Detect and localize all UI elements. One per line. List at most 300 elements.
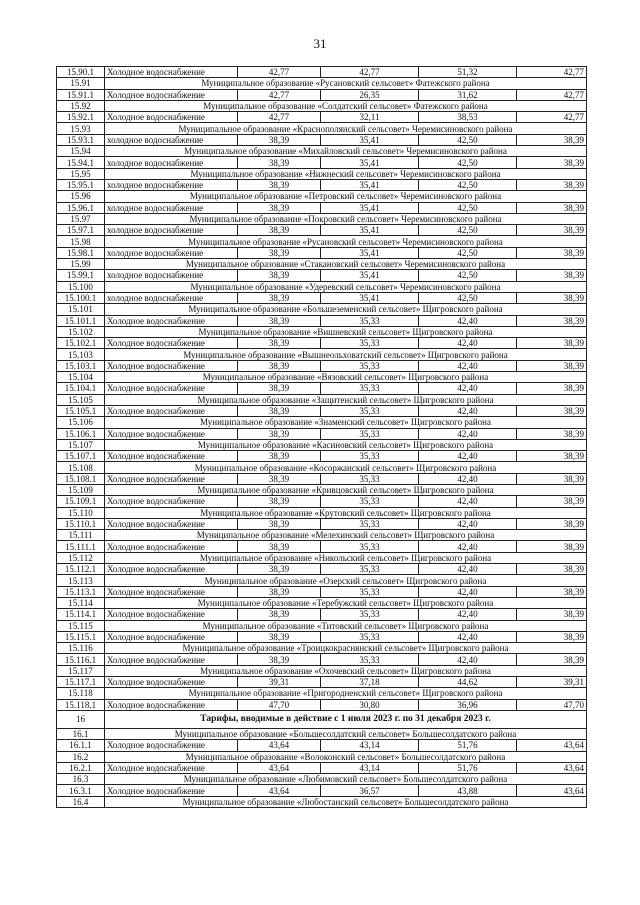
municipality-title: Муниципальное образование «Волоконский сельсовет» Большесолдатского района — [105, 751, 587, 762]
municipality-title: Муниципальное образование «Касиновский сельсовет» Щигровского района — [105, 439, 587, 450]
row-code: 15.95 — [57, 168, 105, 179]
municipality-title: Муниципальное образование «Знаменский сельсовет» Щигровского района — [105, 417, 587, 428]
municipality-header-row — [57, 123, 587, 134]
tariff-row — [57, 202, 587, 213]
page-number: 31 — [313, 36, 327, 51]
municipality-header-row — [57, 304, 587, 315]
municipality-title: Муниципальное образование «Мелехинский сельсовет» Щигровского района — [105, 530, 587, 541]
service-name: Холодное водоснабжение — [105, 338, 238, 349]
tariff-value: 42,40 — [419, 654, 517, 665]
row-code: 15.96.1 — [57, 202, 105, 213]
municipality-header-row — [57, 259, 587, 270]
tariff-value: 42,40 — [419, 586, 517, 597]
tariff-value: 38,39 — [238, 179, 321, 190]
tariff-value: 38,39 — [238, 134, 321, 145]
row-code: 15.117.1 — [57, 677, 105, 688]
row-code: 15.110 — [57, 507, 105, 518]
row-code: 15.107 — [57, 439, 105, 450]
tariff-row — [57, 428, 587, 439]
tariff-value: 43,64 — [238, 785, 321, 796]
tariff-value: 26,35 — [321, 89, 419, 100]
tariff-value: 35,41 — [321, 247, 419, 258]
municipality-title: Муниципальное образование «Большеземенский сельсовет» Щигровского района — [105, 304, 587, 315]
tariff-row — [57, 473, 587, 484]
row-code: 15.115 — [57, 620, 105, 631]
tariff-value: 42,77 — [517, 67, 587, 78]
municipality-header-row — [57, 236, 587, 247]
municipality-title: Муниципальное образование «Теребужский сельсовет» Щигровского района — [105, 597, 587, 608]
tariff-value: 38,39 — [238, 315, 321, 326]
row-code: 15.100 — [57, 281, 105, 292]
tariff-row — [57, 89, 587, 100]
tariff-value: 38,39 — [238, 518, 321, 529]
tariff-value: 38,39 — [517, 564, 587, 575]
tariff-value: 38,39 — [517, 179, 587, 190]
row-code: 15.106 — [57, 417, 105, 428]
tariff-value: 38,39 — [238, 292, 321, 303]
row-code: 15.93 — [57, 123, 105, 134]
tariff-row — [57, 518, 587, 529]
municipality-title: Муниципальное образование «Русановский сельсовет» Фатежского района — [105, 78, 587, 89]
row-code: 15.116.1 — [57, 654, 105, 665]
row-code: 15.93.1 — [57, 134, 105, 145]
row-code: 15.90.1 — [57, 67, 105, 78]
service-name: Холодное водоснабжение — [105, 677, 238, 688]
row-code: 15.112.1 — [57, 564, 105, 575]
row-code: 15.95.1 — [57, 179, 105, 190]
tariff-value: 38,39 — [238, 473, 321, 484]
municipality-header-row — [57, 796, 587, 807]
tariff-value: 38,39 — [517, 383, 587, 394]
tariff-value: 32,11 — [321, 112, 419, 123]
tariff-value: 35,33 — [321, 541, 419, 552]
tariff-row — [57, 699, 587, 710]
municipality-header-row — [57, 530, 587, 541]
tariff-table-body — [57, 67, 587, 808]
tariff-row — [57, 270, 587, 281]
municipality-header-row — [57, 597, 587, 608]
tariff-value: 42,77 — [517, 112, 587, 123]
municipality-header-row — [57, 394, 587, 405]
row-code: 15.102.1 — [57, 338, 105, 349]
tariff-value: 35,33 — [321, 631, 419, 642]
municipality-header-row — [57, 78, 587, 89]
tariff-value: 35,33 — [321, 428, 419, 439]
row-code: 15.99 — [57, 259, 105, 270]
service-name: холодное водоснабжение — [105, 179, 238, 190]
tariff-row — [57, 360, 587, 371]
service-name: Холодное водоснабжение — [105, 631, 238, 642]
row-code: 15.104 — [57, 372, 105, 383]
service-name: Холодное водоснабжение — [105, 785, 238, 796]
tariff-value: 42,40 — [419, 338, 517, 349]
tariff-row — [57, 631, 587, 642]
tariff-row — [57, 134, 587, 145]
tariff-value: 42,40 — [419, 631, 517, 642]
tariff-value: 38,39 — [517, 586, 587, 597]
row-code: 15.111 — [57, 530, 105, 541]
row-code: 15.98.1 — [57, 247, 105, 258]
tariff-value: 43,64 — [517, 740, 587, 751]
tariff-value: 35,33 — [321, 518, 419, 529]
municipality-title: Муниципальное образование «Титовский сельсовет» Щигровского района — [105, 620, 587, 631]
tariff-row — [57, 762, 587, 773]
service-name: Холодное водоснабжение — [105, 654, 238, 665]
row-code: 15.98 — [57, 236, 105, 247]
service-name: Холодное водоснабжение — [105, 740, 238, 751]
municipality-title: Муниципальное образование «Краснополянский сельсовет» Черемисиновского района — [105, 123, 587, 134]
tariff-row — [57, 157, 587, 168]
row-code: 15.97 — [57, 213, 105, 224]
tariff-value: 42,40 — [419, 315, 517, 326]
tariff-table — [56, 66, 587, 808]
tariff-value: 38,39 — [238, 428, 321, 439]
tariff-row — [57, 383, 587, 394]
municipality-title: Муниципальное образование «Покровский сельсовет» Черемисиновского района — [105, 213, 587, 224]
tariff-value: 38,39 — [517, 134, 587, 145]
tariff-value: 35,41 — [321, 157, 419, 168]
municipality-title: Муниципальное образование «Крутовский сельсовет» Щигровского района — [105, 507, 587, 518]
tariff-value: 38,39 — [517, 496, 587, 507]
tariff-value: 42,50 — [419, 247, 517, 258]
tariff-value: 38,39 — [517, 202, 587, 213]
row-code: 16.2 — [57, 751, 105, 762]
tariff-row — [57, 654, 587, 665]
service-name: холодное водоснабжение — [105, 292, 238, 303]
tariff-value: 38,39 — [517, 315, 587, 326]
row-code: 15.104.1 — [57, 383, 105, 394]
tariff-value: 38,39 — [517, 247, 587, 258]
row-code: 15.115.1 — [57, 631, 105, 642]
municipality-header-row — [57, 146, 587, 157]
service-name: холодное водоснабжение — [105, 202, 238, 213]
municipality-title: Муниципальное образование «Удеревский сельсовет» Черемисиновского района — [105, 281, 587, 292]
municipality-header-row — [57, 728, 587, 739]
municipality-header-row — [57, 575, 587, 586]
tariff-row — [57, 405, 587, 416]
tariff-value: 42,77 — [238, 89, 321, 100]
municipality-title: Муниципальное образование «Солдатский сельсовет» Фатежского района — [105, 100, 587, 111]
row-code: 15.102 — [57, 326, 105, 337]
tariff-value: 35,41 — [321, 225, 419, 236]
tariff-row — [57, 609, 587, 620]
tariff-value: 35,33 — [321, 654, 419, 665]
service-name: Холодное водоснабжение — [105, 315, 238, 326]
tariff-value: 38,39 — [238, 360, 321, 371]
municipality-header-row — [57, 191, 587, 202]
row-code: 15.94 — [57, 146, 105, 157]
row-code: 15.110.1 — [57, 518, 105, 529]
row-code: 16.1 — [57, 728, 105, 739]
tariff-value: 37,18 — [321, 677, 419, 688]
municipality-title: Муниципальное образование «Вишневский сельсовет» Щигровского района — [105, 326, 587, 337]
municipality-title: Муниципальное образование «Петровский сельсовет» Черемисиновского района — [105, 191, 587, 202]
tariff-value: 38,39 — [238, 247, 321, 258]
municipality-title: Муниципальное образование «Русановский сельсовет» Черемисиновского района — [105, 236, 587, 247]
row-code: 15.106.1 — [57, 428, 105, 439]
tariff-value: 31,62 — [419, 89, 517, 100]
tariff-value: 38,39 — [517, 451, 587, 462]
section-header-row — [57, 710, 587, 728]
tariff-value: 38,39 — [238, 451, 321, 462]
tariff-value: 35,33 — [321, 315, 419, 326]
municipality-title: Муниципальное образование «Троицкокраснянский сельсовет» Щигровского района — [105, 643, 587, 654]
service-name: Холодное водоснабжение — [105, 699, 238, 710]
tariff-row — [57, 785, 587, 796]
tariff-value: 42,40 — [419, 496, 517, 507]
tariff-value: 42,77 — [238, 67, 321, 78]
tariff-value: 36,96 — [419, 699, 517, 710]
tariff-value: 42,50 — [419, 225, 517, 236]
municipality-header-row — [57, 643, 587, 654]
tariff-value: 38,39 — [517, 360, 587, 371]
tariff-value: 30,80 — [321, 699, 419, 710]
section-title: Тарифы, вводимые в действие с 1 июля 2023 г. по 31 декабря 2023 г. — [105, 710, 587, 728]
tariff-value: 38,39 — [517, 405, 587, 416]
tariff-value: 38,39 — [517, 631, 587, 642]
row-code: 15.105.1 — [57, 405, 105, 416]
row-code: 15.108 — [57, 462, 105, 473]
service-name: Холодное водоснабжение — [105, 586, 238, 597]
tariff-row — [57, 67, 587, 78]
municipality-header-row — [57, 372, 587, 383]
tariff-value: 38,39 — [238, 270, 321, 281]
row-code: 15.103 — [57, 349, 105, 360]
row-code: 15.91.1 — [57, 89, 105, 100]
service-name: Холодное водоснабжение — [105, 518, 238, 529]
tariff-value: 42,40 — [419, 451, 517, 462]
tariff-value: 38,39 — [517, 225, 587, 236]
tariff-row — [57, 225, 587, 236]
tariff-value: 38,39 — [517, 157, 587, 168]
tariff-value: 35,41 — [321, 179, 419, 190]
service-name: Холодное водоснабжение — [105, 89, 238, 100]
row-code: 15.92 — [57, 100, 105, 111]
tariff-value: 43,64 — [238, 740, 321, 751]
tariff-row — [57, 338, 587, 349]
row-code: 15.101 — [57, 304, 105, 315]
municipality-header-row — [57, 326, 587, 337]
municipality-header-row — [57, 417, 587, 428]
row-code: 15.105 — [57, 394, 105, 405]
tariff-value: 38,39 — [517, 609, 587, 620]
tariff-value: 43,88 — [419, 785, 517, 796]
service-name: холодное водоснабжение — [105, 134, 238, 145]
row-code: 15.111.1 — [57, 541, 105, 552]
row-code: 16.3.1 — [57, 785, 105, 796]
row-code: 15.91 — [57, 78, 105, 89]
tariff-value: 38,39 — [517, 270, 587, 281]
tariff-value: 35,41 — [321, 134, 419, 145]
municipality-title: Муниципальное образование «Михайловский сельсовет» Черемисиновского района — [105, 146, 587, 157]
row-code: 15.113 — [57, 575, 105, 586]
municipality-title: Муниципальное образование «Пригородненский сельсовет» Щигровского района — [105, 688, 587, 699]
tariff-value: 35,33 — [321, 586, 419, 597]
tariff-value: 38,39 — [517, 292, 587, 303]
row-code: 15.108.1 — [57, 473, 105, 484]
tariff-row — [57, 247, 587, 258]
municipality-title: Муниципальное образование «Кривцовский сельсовет» Щигровского района — [105, 484, 587, 495]
tariff-value: 38,39 — [238, 225, 321, 236]
service-name: Холодное водоснабжение — [105, 541, 238, 552]
row-code: 15.107.1 — [57, 451, 105, 462]
row-code: 15.103.1 — [57, 360, 105, 371]
row-code: 15.99.1 — [57, 270, 105, 281]
row-code: 15.100.1 — [57, 292, 105, 303]
tariff-value: 42,40 — [419, 564, 517, 575]
tariff-row — [57, 315, 587, 326]
tariff-value: 38,39 — [517, 654, 587, 665]
tariff-value: 42,40 — [419, 383, 517, 394]
tariff-value: 42,50 — [419, 157, 517, 168]
tariff-value: 38,39 — [238, 654, 321, 665]
row-code: 15.94.1 — [57, 157, 105, 168]
tariff-row — [57, 541, 587, 552]
tariff-value: 44,62 — [419, 677, 517, 688]
tariff-value: 35,33 — [321, 405, 419, 416]
row-code: 15.97.1 — [57, 225, 105, 236]
tariff-value: 42,40 — [419, 405, 517, 416]
tariff-value: 35,33 — [321, 473, 419, 484]
tariff-value: 35,33 — [321, 496, 419, 507]
tariff-row — [57, 112, 587, 123]
municipality-title: Муниципальное образование «Нижнеский сельсовет» Черемисиновского района — [105, 168, 587, 179]
service-name: Холодное водоснабжение — [105, 405, 238, 416]
municipality-header-row — [57, 552, 587, 563]
service-name: холодное водоснабжение — [105, 157, 238, 168]
tariff-value: 42,77 — [238, 112, 321, 123]
tariff-value: 51,76 — [419, 762, 517, 773]
tariff-value: 38,39 — [238, 631, 321, 642]
tariff-value: 42,40 — [419, 473, 517, 484]
service-name: Холодное водоснабжение — [105, 428, 238, 439]
municipality-header-row — [57, 751, 587, 762]
service-name: Холодное водоснабжение — [105, 67, 238, 78]
service-name: Холодное водоснабжение — [105, 609, 238, 620]
municipality-title: Муниципальное образование «Любостанский сельсовет» Большесолдатского района — [105, 796, 587, 807]
tariff-value: 42,50 — [419, 292, 517, 303]
tariff-value: 43,64 — [517, 762, 587, 773]
tariff-value: 42,40 — [419, 541, 517, 552]
municipality-header-row — [57, 281, 587, 292]
service-name: Холодное водоснабжение — [105, 451, 238, 462]
tariff-value: 47,70 — [517, 699, 587, 710]
service-name: холодное водоснабжение — [105, 247, 238, 258]
tariff-value: 42,50 — [419, 202, 517, 213]
row-code: 16.3 — [57, 774, 105, 785]
municipality-header-row — [57, 665, 587, 676]
row-code: 15.116 — [57, 643, 105, 654]
municipality-title: Муниципальное образование «Никольский сельсовет» Щигровского района — [105, 552, 587, 563]
tariff-value: 38,39 — [238, 405, 321, 416]
tariff-value: 43,64 — [238, 762, 321, 773]
municipality-title: Муниципальное образование «Большесолдатский сельсовет» Большесолдатского района — [105, 728, 587, 739]
row-code: 15.118 — [57, 688, 105, 699]
tariff-value: 38,39 — [517, 541, 587, 552]
tariff-value: 43,64 — [517, 785, 587, 796]
tariff-value: 35,41 — [321, 202, 419, 213]
tariff-value: 38,39 — [238, 564, 321, 575]
municipality-header-row — [57, 507, 587, 518]
tariff-row — [57, 564, 587, 575]
service-name: холодное водоснабжение — [105, 225, 238, 236]
municipality-header-row — [57, 620, 587, 631]
tariff-value: 38,39 — [517, 338, 587, 349]
municipality-title: Муниципальное образование «Защитенский сельсовет» Щигровского района — [105, 394, 587, 405]
municipality-header-row — [57, 484, 587, 495]
tariff-row — [57, 179, 587, 190]
municipality-title: Муниципальное образование «Вязовский сельсовет» Щигровского района — [105, 372, 587, 383]
municipality-header-row — [57, 462, 587, 473]
tariff-value: 35,33 — [321, 564, 419, 575]
tariff-row — [57, 740, 587, 751]
tariff-value: 42,40 — [419, 609, 517, 620]
municipality-title: Муниципальное образование «Стакановский сельсовет» Черемисиновского района — [105, 259, 587, 270]
row-code: 15.92.1 — [57, 112, 105, 123]
tariff-value: 42,77 — [321, 67, 419, 78]
tariff-value: 38,39 — [517, 473, 587, 484]
tariff-value: 39,31 — [517, 677, 587, 688]
municipality-header-row — [57, 439, 587, 450]
tariff-row — [57, 292, 587, 303]
tariff-value: 38,39 — [238, 541, 321, 552]
row-code: 15.109.1 — [57, 496, 105, 507]
tariff-row — [57, 451, 587, 462]
tariff-value: 38,53 — [419, 112, 517, 123]
municipality-title: Муниципальное образование «Любимовский сельсовет» Большесолдатского района — [105, 774, 587, 785]
tariff-row — [57, 496, 587, 507]
tariff-value: 51,32 — [419, 67, 517, 78]
tariff-value: 35,33 — [321, 338, 419, 349]
tariff-value: 43,14 — [321, 762, 419, 773]
tariff-value: 35,41 — [321, 270, 419, 281]
tariff-value: 38,39 — [238, 586, 321, 597]
tariff-value: 35,33 — [321, 609, 419, 620]
tariff-value: 36,57 — [321, 785, 419, 796]
row-code: 15.96 — [57, 191, 105, 202]
service-name: холодное водоснабжение — [105, 270, 238, 281]
tariff-value: 42,40 — [419, 428, 517, 439]
service-name: Холодное водоснабжение — [105, 112, 238, 123]
row-code: 15.109 — [57, 484, 105, 495]
tariff-value: 35,41 — [321, 292, 419, 303]
service-name: Холодное водоснабжение — [105, 383, 238, 394]
tariff-value: 42,50 — [419, 179, 517, 190]
municipality-header-row — [57, 688, 587, 699]
tariff-value: 43,14 — [321, 740, 419, 751]
service-name: Холодное водоснабжение — [105, 360, 238, 371]
tariff-value: 42,50 — [419, 134, 517, 145]
service-name: Холодное водоснабжение — [105, 564, 238, 575]
row-code: 15.114 — [57, 597, 105, 608]
row-code: 16.2.1 — [57, 762, 105, 773]
tariff-value: 38,39 — [238, 157, 321, 168]
tariff-value: 38,39 — [238, 609, 321, 620]
municipality-header-row — [57, 774, 587, 785]
tariff-value: 47,70 — [238, 699, 321, 710]
row-code: 15.112 — [57, 552, 105, 563]
row-code: 15.118.1 — [57, 699, 105, 710]
tariff-value: 42,50 — [419, 270, 517, 281]
municipality-header-row — [57, 168, 587, 179]
row-code: 15.117 — [57, 665, 105, 676]
tariff-value: 38,39 — [238, 496, 321, 507]
tariff-value: 38,39 — [238, 338, 321, 349]
row-code: 16.1.1 — [57, 740, 105, 751]
service-name: Холодное водоснабжение — [105, 496, 238, 507]
service-name: Холодное водоснабжение — [105, 762, 238, 773]
row-code: 16 — [57, 710, 105, 728]
